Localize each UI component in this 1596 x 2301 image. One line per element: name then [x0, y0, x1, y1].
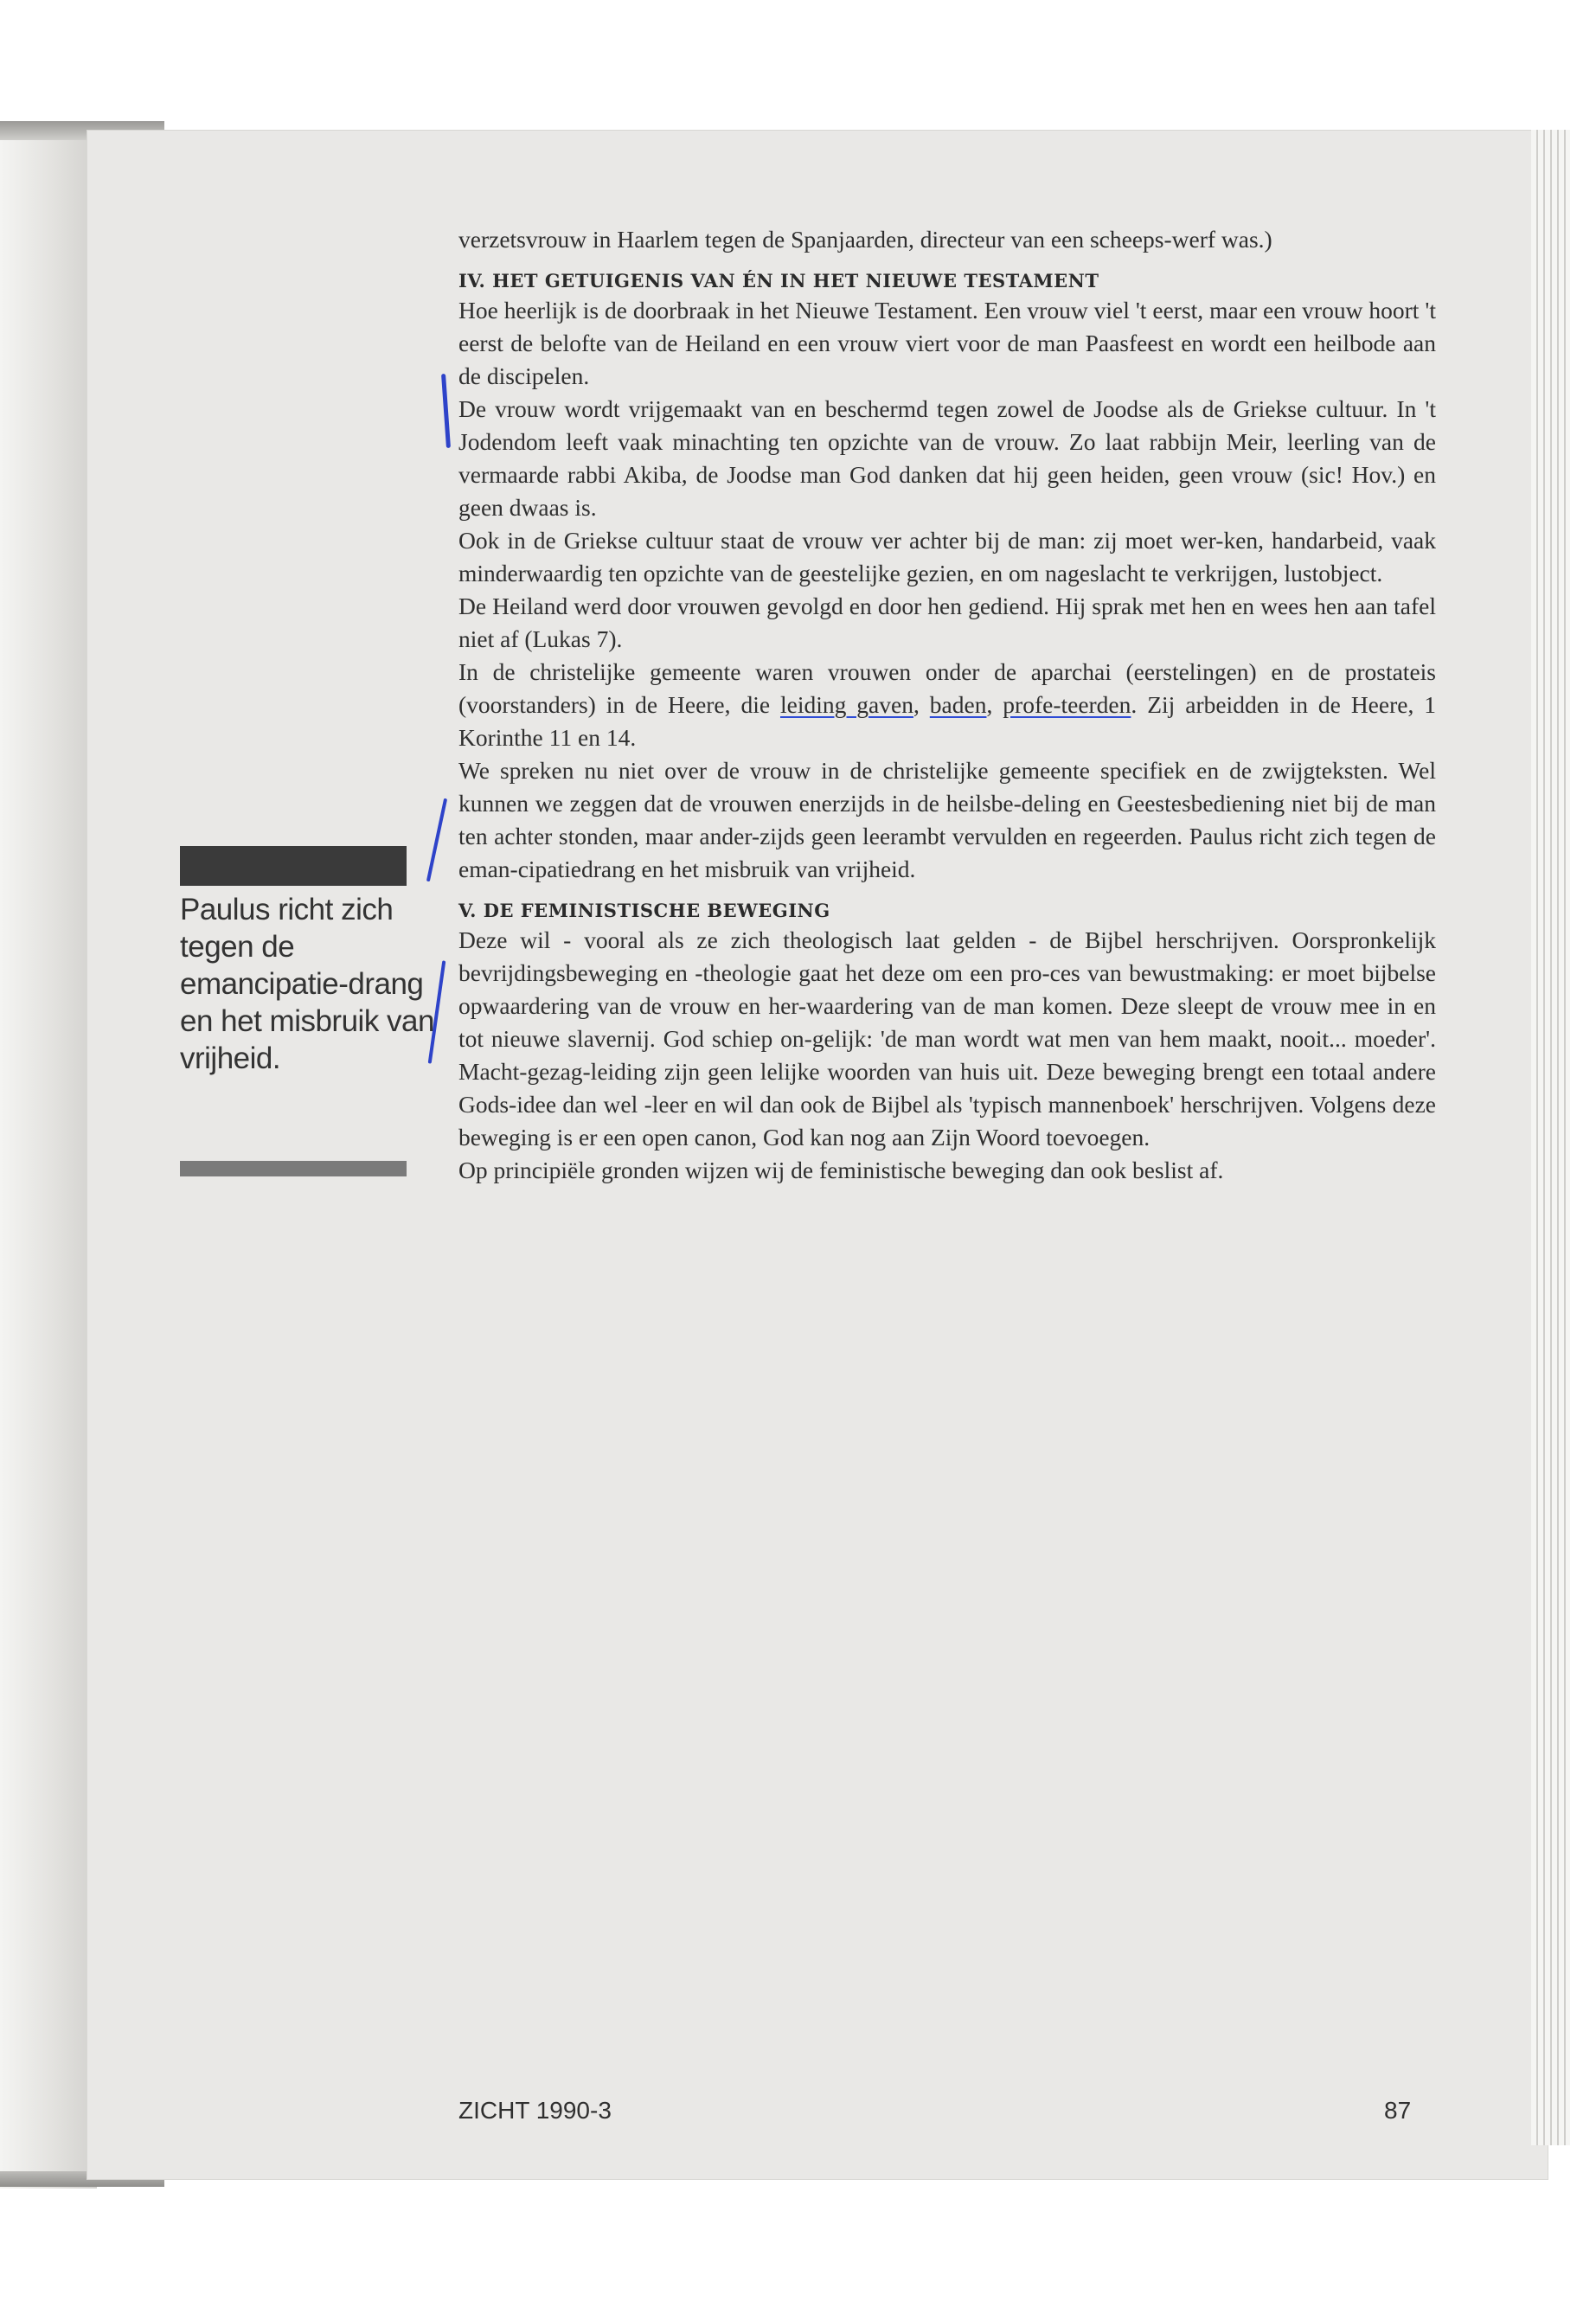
page-number: 87 — [1384, 2097, 1412, 2124]
section-heading-v: V. DE FEMINISTISCHE BEWEGING — [458, 900, 830, 921]
paragraph-iv-4: De Heiland werd door vrouwen gevolgd en door hen gediend. Hij sprak met hen en wees hen aan tafel niet af (Lukas 7). — [458, 593, 1436, 652]
underlined-profeteerden: profe-teerden — [1003, 691, 1131, 718]
paragraph-intro: verzetsvrouw in Haarlem tegen de Spanjaarden, directeur van een scheeps-werf was.) — [458, 226, 1272, 253]
paragraph-iv-1: Hoe heerlijk is de doorbraak in het Nieuwe Testament. Een vrouw viel 't eerst, maar een vrouw hoort 't eerst de belofte van de Heiland en een vrouw viert voor de man Paasfeest en wordt een heilbode aan de discipelen. — [458, 297, 1436, 389]
pull-quote-bar-bottom — [180, 1161, 407, 1176]
underlined-baden: baden — [929, 691, 987, 718]
paragraph-iv-3: Ook in de Griekse cultuur staat de vrouw ver achter bij de man: zij moet wer-ken, handarbeid, vaak minderwaardig ten opzichte van de geestelijke gezien, en om nageslacht te verkrijgen, lustobject. — [458, 527, 1436, 586]
article-body — [458, 223, 1436, 1187]
journal-footer: ZICHT 1990-3 — [458, 2097, 612, 2124]
page-stack-edge — [1531, 130, 1570, 2145]
book-spine-left — [0, 121, 97, 2189]
paragraph-iv-6: We spreken nu niet over de vrouw in de christelijke gemeente specifiek en de zwijgteksten. Wel kunnen we zeggen dat de vrouwen enerzijds in de heilsbe-deling en Geestesbediening niet bij de man ten achter stonden, maar ander-zijds geen leerambt vervulden en regeerden. Paulus richt zich tegen de eman-cipatiedrang en het misbruik van vrijheid. — [458, 757, 1436, 882]
pull-quote-bar-top — [180, 846, 407, 886]
paragraph-v-2: Op principiële gronden wijzen wij de feministische beweging dan ook beslist af. — [458, 1157, 1224, 1183]
section-heading-iv: IV. HET GETUIGENIS VAN ÉN IN HET NIEUWE TESTAMENT — [458, 270, 1099, 292]
paragraph-v-1: Deze wil - vooral als ze zich theologisch laat gelden - de Bijbel herschrijven. Oorspronkelijk bevrijdingsbeweging en -theologie gaat het deze om een pro-ces van bewustmaking: er moet bijbelse opwaardering van de vrouw en her-waardering van de man komen. Deze sleept de vrouw mee in en tot nieuwe slavernij. God schiep on-gelijk: 'de man wordt wat men van hem maakt, nooit... moeder'. Macht-gezag-leiding zijn geen lelijke woorden van huis uit. Deze beweging brengt een totaal andere Gods-idee dan wel -leer en wil dan ook de Bijbel als 'typisch mannenboek' herschrijven. Volgens deze beweging is er een open canon, God kan nog aan Zijn Woord toevoegen. — [458, 926, 1436, 1150]
paragraph-iv-5: In de christelijke gemeente waren vrouwen onder de aparchai (eerstelingen) en de prostateis (voorstanders) in de Heere, die leiding gaven, baden, profe-teerden. Zij arbeidden in de Heere, 1 Korinthe 11 en 14. — [458, 658, 1437, 751]
paragraph-iv-2: De vrouw wordt vrijgemaakt van en beschermd tegen zowel de Joodse als de Griekse cultuur. In 't Jodendom leeft vaak minachting ten opzichte van de vrouw. Zo laat rabbijn Meir, leerling van de vermaarde rabbi Akiba, de Joodse man God danken dat hij geen heiden, geen vrouw (sic! Hov.) en geen dwaas is. — [458, 395, 1436, 521]
pull-quote: Paulus richt zich tegen de emancipatie-drang en het misbruik van vrijheid. — [180, 893, 434, 1075]
underlined-leiding-gaven: leiding gaven — [779, 691, 913, 718]
